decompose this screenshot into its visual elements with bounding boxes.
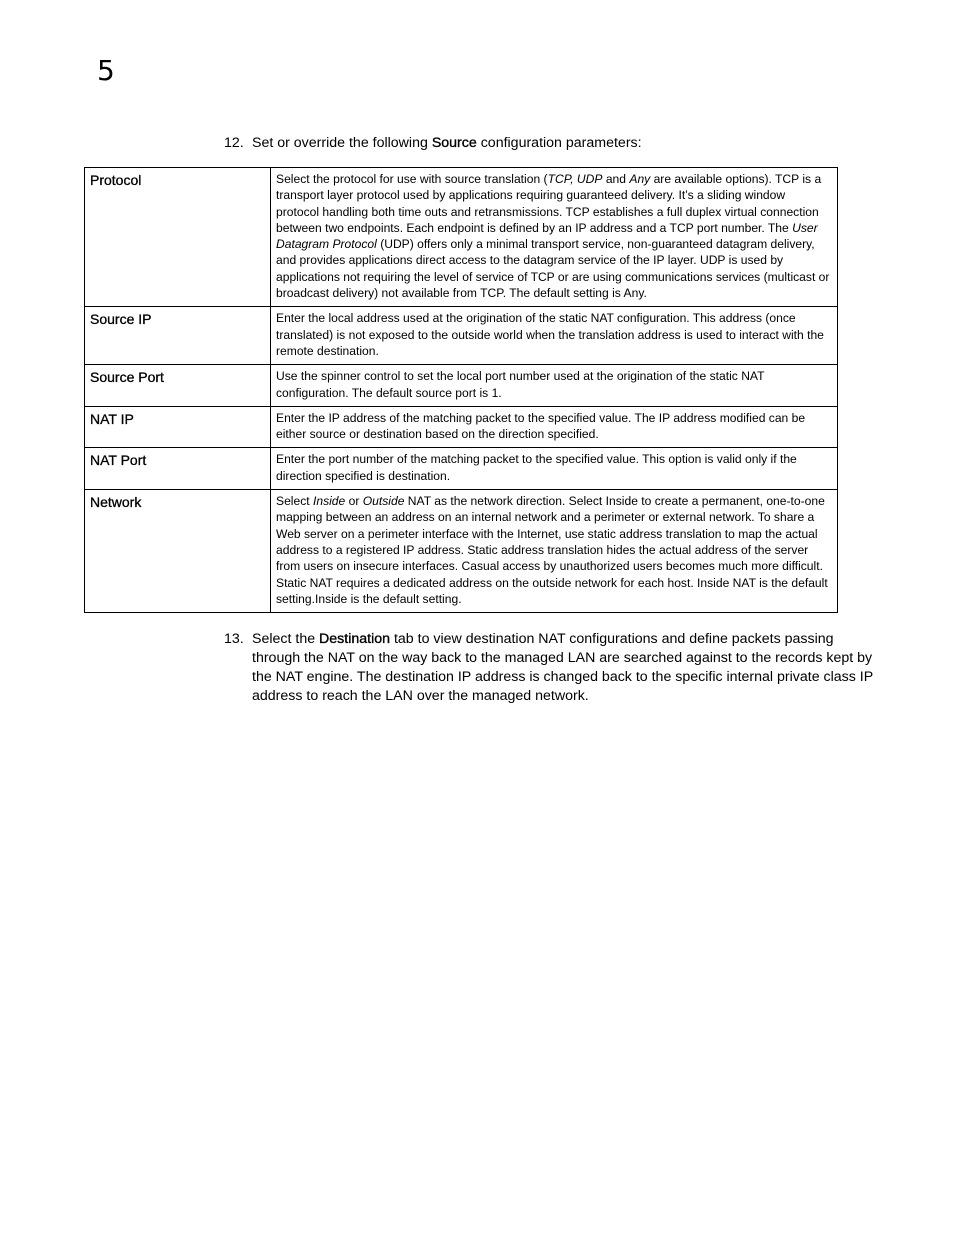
desc-text: Select [276,494,313,509]
table-row [85,307,838,365]
table-row [85,448,838,490]
step-text-keyword: Source [431,135,477,151]
source-parameters-table [84,167,838,613]
step-text-after: tab to view destination NAT configurations and define packets passing through the NAT on the way back to the managed LAN are searched against to the records kept by the NAT engine. The destination IP address is changed back to the specific internal private class IP address to reach the LAN over the managed network. [252,631,873,704]
step-text [252,134,874,153]
desc-text: or [345,494,363,509]
table-row [85,490,838,613]
step-text-keyword: Destination [319,631,391,647]
desc-emphasis: TCP, UDP [547,172,603,186]
table-row [85,168,838,307]
param-label-network: Network [85,490,271,613]
param-label-protocol: Protocol [85,168,271,307]
param-desc-protocol [271,168,838,307]
step-12 [224,134,874,153]
desc-text: (UDP) offers only a minimal transport service, non-guaranteed datagram delivery, and provides applications direct access to the datagram service of the IP layer. UDP is used by applications not requiring the level of service of TCP or are using communications services (multicast or broadcast delivery) not available from TCP. The default setting is Any. [276,237,830,301]
desc-emphasis: Outside [362,494,405,509]
chapter-number: 5 [97,54,115,87]
table-row [85,365,838,407]
param-label-source-port: Source Port [85,365,271,407]
param-desc-source-ip: Enter the local address used at the origination of the static NAT configuration. This address (once translated) is not exposed to the outside world when the translation address is used to interact with the remote destination. [271,307,838,365]
step-number: 13. [224,631,244,647]
param-desc-network [271,490,838,613]
step-text [252,630,874,706]
desc-emphasis: Any [629,172,651,186]
param-desc-source-port: Use the spinner control to set the local port number used at the origination of the static NAT configuration. The default source port is 1. [271,365,838,407]
table-row [85,406,838,448]
desc-text: and [602,172,630,186]
step-text-before: Set or override the following [252,135,432,151]
param-desc-nat-ip: Enter the IP address of the matching packet to the specified value. The IP address modified can be either source or destination based on the direction specified. [271,406,838,448]
desc-text: NAT as the network direction. Select Inside to create a permanent, one-to-one mapping between an address on an internal network and a perimeter or external network. To share a Web server on a perimeter interface with the Internet, use static address translation to map the actual address to a registered IP address. Static address translation hides the actual address of the server from users on insecure interfaces. Casual access by unauthorized users becomes much more difficult. Static NAT requires a dedicated address on the outside network for each host. Inside NAT is the default setting.Inside is the default setting. [276,494,828,606]
step-13 [224,630,874,706]
param-desc-nat-port: Enter the port number of the matching packet to the specified value. This option is valid only if the direction specified is destination. [271,448,838,490]
step-text-before: Select the [252,631,320,647]
step-text-after: configuration parameters: [476,135,642,151]
step-number: 12. [224,135,244,151]
param-label-nat-ip: NAT IP [85,406,271,448]
desc-emphasis: User Datagram Protocol [276,220,818,252]
desc-emphasis: Inside [312,494,346,509]
desc-text: are available options). TCP is a transport layer protocol used by applications requiring guaranteed delivery. It’s a sliding window protocol handling both time outs and retransmissions. TCP establishes a full duplex virtual connection between two endpoints. Each endpoint is defined by an IP address and a TCP port number. The [276,172,822,235]
param-label-nat-port: NAT Port [85,448,271,490]
param-label-source-ip: Source IP [85,307,271,365]
desc-text: Select the protocol for use with source translation ( [276,172,548,186]
